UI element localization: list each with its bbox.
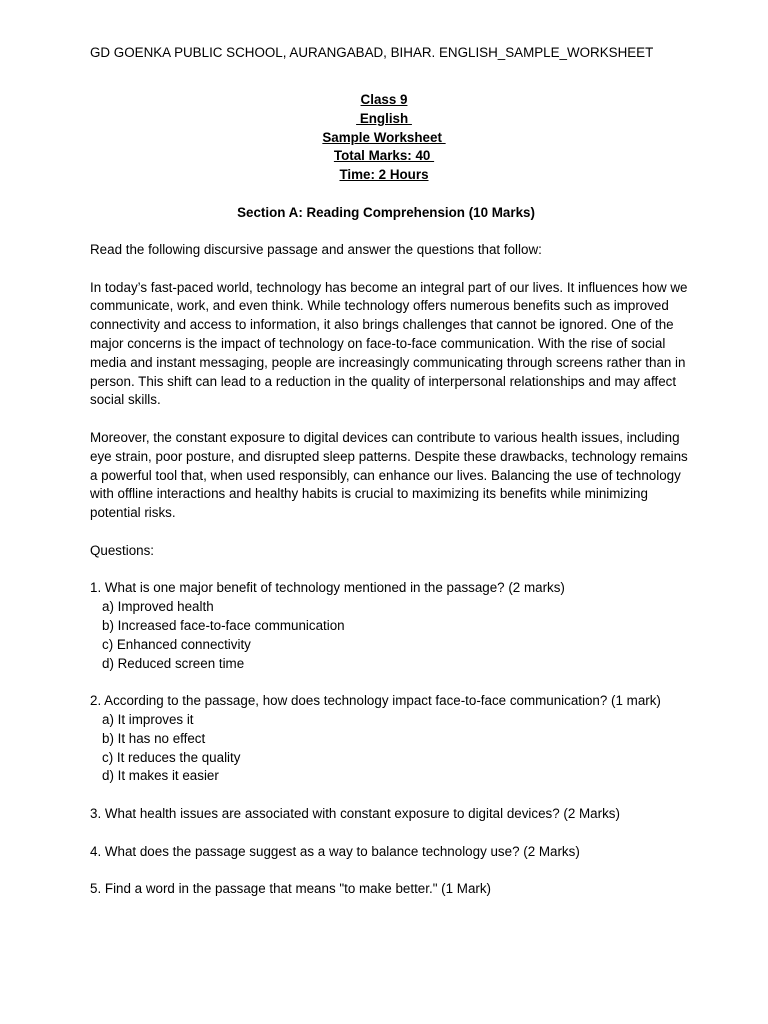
section-a-heading: Section A: Reading Comprehension (10 Marks) [237, 205, 535, 220]
answer-option: c) It reduces the quality [102, 749, 241, 765]
instruction-text: Read the following discursive passage and answer the questions that follow: [90, 242, 542, 257]
question-3 [90, 805, 690, 824]
answer-option: b) It has no effect [102, 730, 206, 746]
question-text: 3. What health issues are associated with constant exposure to digital devices? (2 Marks) [90, 805, 620, 821]
worksheet-title: Sample Worksheet [322, 129, 446, 145]
question-text: 1. What is one major benefit of technology mentioned in the passage? (2 marks) [90, 580, 565, 596]
question-text: 2. According to the passage, how does technology impact face-to-face communication? (1 mark) [90, 693, 661, 709]
answer-option: c) Enhanced connectivity [102, 636, 251, 652]
section-a-content [90, 241, 690, 918]
passage-paragraph: In today’s fast-paced world, technology has become an integral part of our lives. It influences how we communicate, work, and even think. While technology offers numerous benefits such as improved connectivity and access to information, it also brings challenges that cannot be ignored. One of the major concerns is the impact of technology on face-to-face communication. With the rise of social media and instant messaging, people are increasingly communicating through screens rather than in person. This shift can lead to a reduction in the quality of interpersonal relationships and may affect social skills. [90, 279, 688, 408]
title-block [0, 91, 768, 185]
question-4 [90, 843, 690, 862]
answer-option: b) Increased face-to-face communication [102, 617, 345, 633]
question-1 [90, 579, 690, 673]
total-marks: Total Marks: 40 [333, 148, 435, 164]
answer-option: a) Improved health [102, 599, 214, 615]
answer-option: a) It improves it [102, 711, 194, 727]
question-text: 5. Find a word in the passage that means "to make better." (1 Mark) [90, 881, 492, 897]
question-text: 4. What does the passage suggest as a way to balance technology use? (2 Marks) [90, 843, 580, 859]
class-title: Class 9 [360, 92, 408, 107]
question-5 [90, 880, 690, 899]
time-allowed: Time: 2 Hours [339, 167, 429, 183]
answer-option: d) It makes it easier [102, 768, 219, 784]
subject-title: English [356, 110, 412, 126]
passage-paragraph: Moreover, the constant exposure to digital devices can contribute to various health issues, including eye strain, poor posture, and disrupted sleep patterns. Despite these drawbacks, technology remains a powerful tool that, when used responsibly, can enhance our lives. Balancing the use of technology with offline interactions and healthy habits is crucial to maximizing its benefits while minimizing potential risks. [90, 429, 688, 521]
questions-label: Questions: [90, 542, 155, 558]
school-header: GD GOENKA PUBLIC SCHOOL, AURANGABAD, BIHAR. ENGLISH_SAMPLE_WORKSHEET [90, 45, 654, 60]
question-2 [90, 692, 690, 786]
answer-option: d) Reduced screen time [102, 655, 245, 671]
